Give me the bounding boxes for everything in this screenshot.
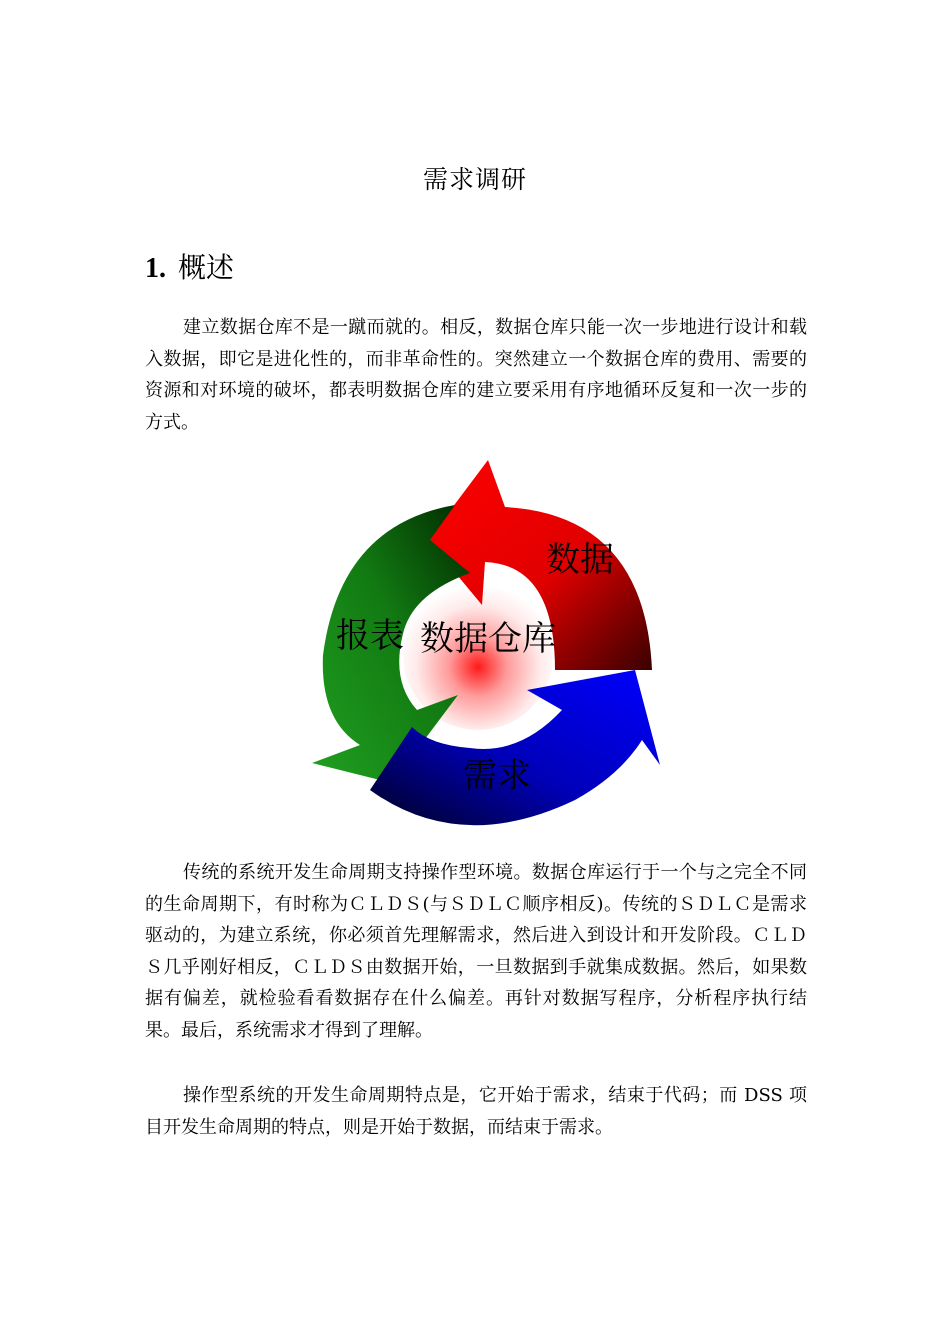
requirement-label: 需求 xyxy=(463,756,531,796)
paragraph-clds: 传统的系统开发生命周期支持操作型环境。数据仓库运行于一个与之完全不同的生命周期下，有时称为ＣＬＤＳ(与ＳＤＬＣ顺序相反)。传统的ＳＤＬＣ是需求驱动的，为建立系统，你必须首先理解需求，然后进入到设计和开发阶段。ＣＬＤＳ几乎刚好相反，ＣＬＤＳ由数据开始，一旦数据到手就集成数据。然后，如果数据有偏差，就检验看看数据存在什么偏差。再针对数据写程序，分析程序执行结果。最后，系统需求才得到了理解。 xyxy=(145,862,807,1041)
paragraph-overview: 建立数据仓库不是一蹴而就的。相反，数据仓库只能一次一步地进行设计和载入数据，即它是进化性的，而非革命性的。突然建立一个数据仓库的费用、需要的资源和对环境的破坏，都表明数据仓库的建立要采用有序地循环反复和一次一步的方式。 xyxy=(145,317,807,433)
paragraph-lifecycle-comparison: 操作型系统的开发生命周期特点是，它开始于需求，结束于代码；而 DSS 项目开发生命周期的特点，则是开始于数据，而结束于需求。 xyxy=(145,1085,807,1138)
data-label: 数据 xyxy=(546,540,614,580)
report-label: 报表 xyxy=(336,616,404,656)
page-title: 需求调研 xyxy=(422,165,527,194)
cycle-diagram-svg xyxy=(300,455,680,835)
section-heading xyxy=(145,246,234,286)
section-title: 概述 xyxy=(178,251,235,284)
lifecycle-cycle-diagram xyxy=(300,455,680,835)
section-number: 1. xyxy=(145,253,166,284)
center-label: 数据仓库 xyxy=(420,619,556,659)
